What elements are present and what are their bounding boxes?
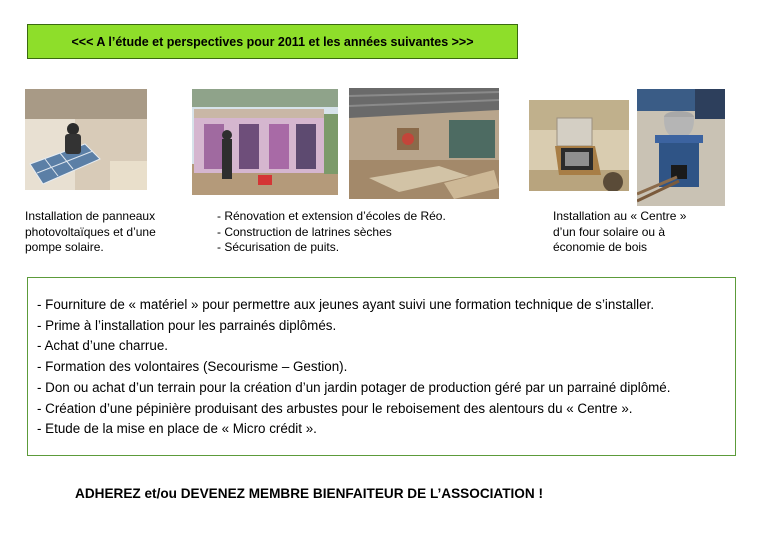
classroom-photo	[349, 88, 499, 199]
caption-centre	[553, 209, 686, 256]
list-item: - Formation des volontaires (Secourisme – Gestion).	[37, 359, 348, 375]
wood-stove-photo	[637, 89, 725, 206]
caption-line: économie de bois	[553, 240, 648, 254]
caption-line: photovoltaïques et d’une	[25, 224, 156, 239]
section-banner	[27, 24, 518, 59]
caption-schools	[217, 209, 446, 256]
caption-line: - Sécurisation de puits.	[217, 240, 340, 254]
list-item: - Etude de la mise en place de « Micro crédit ».	[37, 421, 317, 437]
list-item: - Prime à l’installation pour les parrainés diplômés.	[37, 317, 337, 333]
caption-line: d’un four solaire ou à	[553, 224, 666, 239]
projects-list	[28, 278, 735, 440]
caption-line: Installation au « Centre »	[553, 209, 687, 223]
list-item: - Création d’une pépinière produisant des arbustes pour le reboisement des alentours du « Centre ».	[37, 400, 633, 416]
membership-call: ADHEREZ et/ou DEVENEZ MEMBRE BIENFAITEUR DE L’ASSOCIATION !	[75, 486, 544, 501]
solar-panel-photo	[25, 89, 147, 190]
list-item: - Achat d’une charrue.	[37, 338, 169, 354]
caption-line: Installation de panneaux	[25, 209, 156, 223]
caption-line: - Rénovation et extension d’écoles de Réo.	[217, 209, 446, 223]
solar-oven-photo	[529, 100, 629, 191]
latrines-photo	[192, 89, 338, 195]
banner-title: <<< A l’étude et perspectives pour 2011 et les années suivantes >>>	[71, 34, 474, 49]
caption-line: pompe solaire.	[25, 240, 104, 254]
caption-solar	[25, 209, 156, 256]
list-item: - Fourniture de « matériel » pour permettre aux jeunes ayant suivi une formation technique de s’installer.	[37, 297, 655, 312]
caption-line: - Construction de latrines sèches	[217, 224, 392, 239]
projects-box	[27, 277, 736, 456]
list-item: - Don ou achat d’un terrain pour la création d’un jardin potager de production géré par un parrainé diplômé.	[37, 379, 671, 395]
